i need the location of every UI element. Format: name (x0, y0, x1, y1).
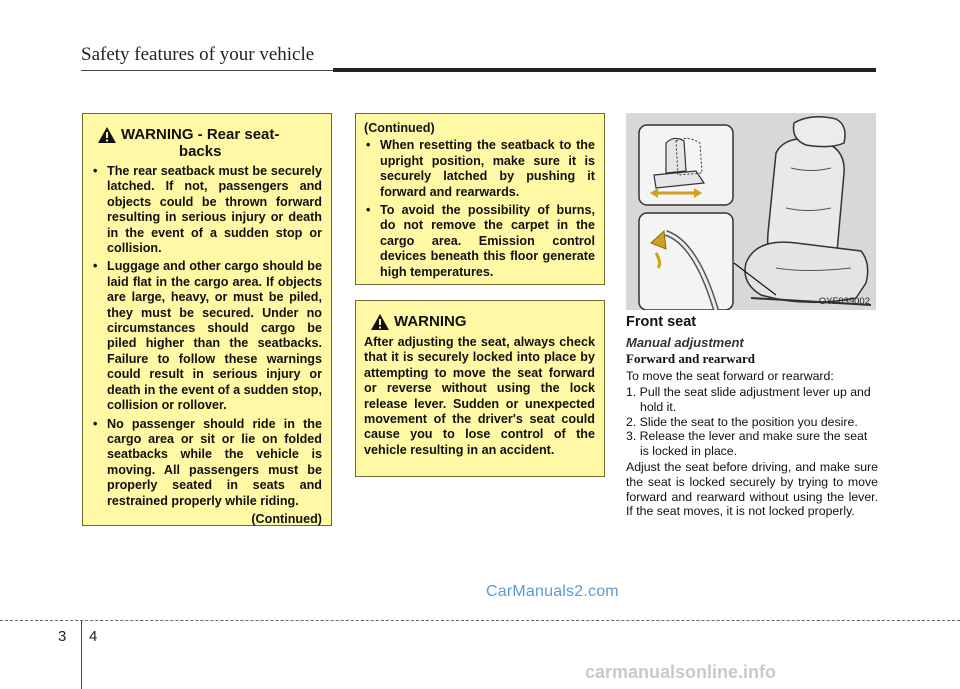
page-number: 4 (89, 628, 98, 645)
step-item: 2. Slide the seat to the position you desire. (626, 414, 858, 429)
warning-box-rear-seatbacks (82, 113, 332, 526)
warning-item: • To avoid the possibility of burns, do not remove the carpet in the cargo area. Emission control devices beneath this floor generate high temperatures. (364, 203, 595, 280)
step-item: 1. Pull the seat slide adjustment lever up and hold it. (626, 385, 871, 414)
footer-divider (81, 620, 82, 689)
front-seat-section (626, 315, 878, 521)
continued-label: (Continued) (364, 121, 435, 135)
warning-title: WARNING (394, 313, 467, 330)
site-watermark: carmanualsonline.info (585, 662, 777, 682)
subsection-title: Manual adjustment (626, 334, 744, 350)
header-rule-bold (333, 68, 876, 72)
watermark-link[interactable]: CarManuals2.com (486, 583, 619, 600)
warning-item: • When resetting the seatback to the upright position, make sure it is securely latched by pushing it forward and rearwards. (364, 138, 595, 200)
warning-item: • Luggage and other cargo should be laid flat in the cargo area. If objects are large, heavy, or must be piled, they must be secured. Under no circumstances should cargo be piled higher than the seatbacks. Failure to follow these warnings could result in serious injury or death in the event of a sudden stop, collision or rollover. (91, 259, 322, 413)
seat-illustration (626, 113, 876, 310)
continued-label: (Continued) (251, 511, 322, 526)
warning-item: • No passenger should ride in the cargo area or sit or lie on folded seatbacks while the vehicle is moving. All passengers must be properly seated in seats and restrained properly while riding. (91, 417, 322, 509)
subsubsection-title: Forward and rearward (626, 351, 756, 367)
warning-item: • The rear seatback must be securely latched. If not, passengers and objects could be thrown forward resulting in serious injury or death in the event of a sudden stop or collision. (91, 164, 322, 256)
warning-triangle-icon (370, 313, 390, 331)
chapter-number: 3 (58, 628, 67, 645)
warning-heading (91, 126, 322, 160)
figure-code: OYF039002 (818, 296, 870, 307)
section-title: Front seat (626, 314, 697, 330)
warning-title-line2: backs (178, 143, 222, 160)
page-header-title: Safety features of your vehicle (81, 44, 315, 65)
step-item: 3. Release the lever and make sure the seat is locked in place. (626, 429, 868, 458)
footer-rule (0, 620, 960, 621)
warning-box-continued (355, 113, 605, 285)
warning-triangle-icon (97, 126, 117, 144)
warning-heading (364, 313, 595, 331)
intro-text: To move the seat forward or rearward: (626, 368, 834, 383)
warning-box-seat-lock (355, 300, 605, 477)
seat-drawing (626, 113, 876, 310)
warning-list (364, 138, 595, 280)
warning-body: After adjusting the seat, always check that it is securely locked into place by attempting to move the seat forward or reverse without using the lock release lever. Sudden or unexpected movement of the driver's seat could cause you to lose control of the vehicle resulting in an accident. (364, 335, 595, 457)
steps-list (626, 385, 878, 458)
warning-list (91, 164, 322, 509)
warning-title-line1: WARNING - Rear seat- (121, 126, 280, 143)
note-text: Adjust the seat before driving, and make sure the seat is locked securely by trying to move forward and rearward without using the lever. If the seat moves, it is not locked properly. (626, 460, 878, 519)
